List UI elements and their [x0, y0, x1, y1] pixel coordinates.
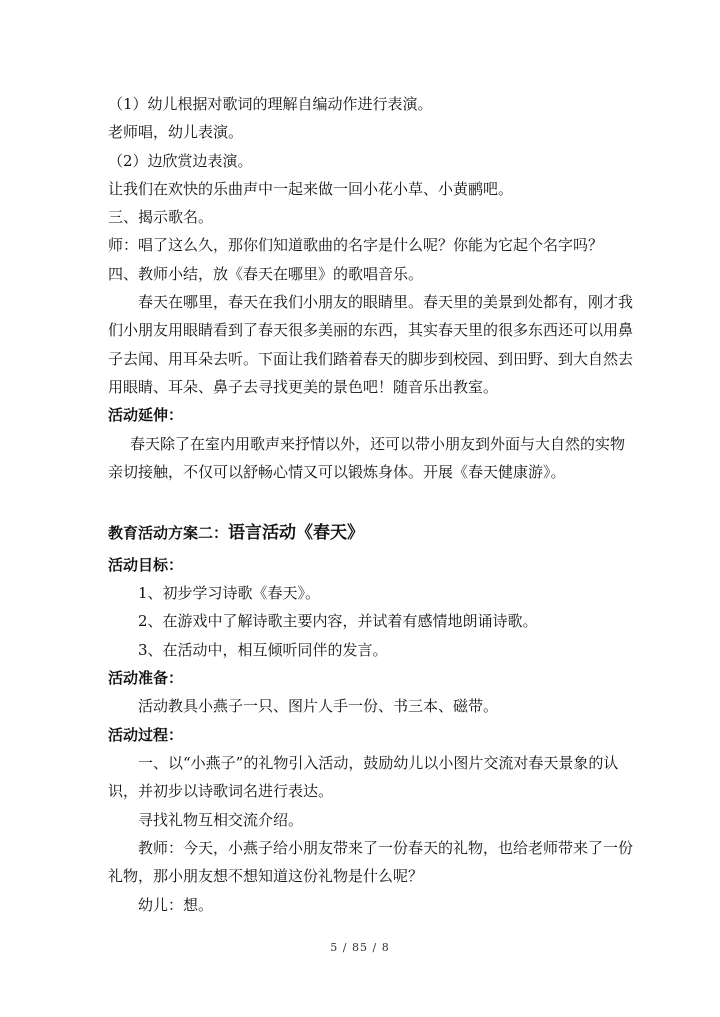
paragraph-line: 子去闻、用耳朵去听。下面让我们踏着春天的脚步到校园、到田野、到大自然去 [108, 350, 634, 368]
section-heading: 活动延伸： [108, 406, 184, 424]
text-line: 师：唱了这么久，那你们知道歌曲的名字是什么呢？你能为它起个名字吗？ [108, 236, 604, 254]
process-line: 一、以“小燕子”的礼物引入活动，鼓励幼儿以小图片交流对春天景象的认 [138, 754, 619, 772]
process-line: 识，并初步以诗歌词名进行表达。 [108, 782, 334, 800]
process-heading: 活动过程： [108, 726, 184, 744]
text-line: 老师唱，幼儿表演。 [108, 123, 244, 141]
page-number: 5 / 85 / 8 [330, 941, 390, 954]
goal-heading: 活动目标： [108, 556, 184, 574]
paragraph-line: 春天在哪里，春天在我们小朋友的眼睛里。春天里的美景到处都有，刚才我 [138, 293, 634, 311]
plan-title [108, 523, 364, 543]
goal-item: 1、初步学习诗歌《春天》。 [138, 584, 321, 602]
paragraph-line: 用眼睛、耳朵、鼻子去寻找更美的景色吧！随音乐出教室。 [108, 378, 499, 396]
paragraph-line: 亲切接触，不仅可以舒畅心情又可以锻炼身体。开展《春天健康游》。 [108, 463, 566, 481]
text-line: 让我们在欢快的乐曲声中一起来做一回小花小草、小黄鹂吧。 [108, 180, 514, 198]
prep-text: 活动教具小燕子一只、图片人手一份、书三本、磁带。 [138, 697, 499, 715]
plan-title-main: 语言活动《春天》 [228, 523, 365, 543]
process-line: 幼儿：想。 [138, 896, 214, 914]
process-line: 礼物，那小朋友想不想知道这份礼物是什么呢？ [108, 867, 424, 885]
text-line: （1）幼儿根据对歌词的理解自编动作进行表演。 [108, 95, 433, 113]
process-line: 教师：今天，小燕子给小朋友带来了一份春天的礼物，也给老师带来了一份 [138, 839, 634, 857]
prep-heading: 活动准备： [108, 669, 184, 687]
goal-item: 2、在游戏中了解诗歌主要内容，并试着有感情地朗诵诗歌。 [138, 612, 538, 630]
paragraph-line: 春天除了在室内用歌声来抒情以外，还可以带小朋友到外面与大自然的实物 [130, 435, 626, 453]
text-line: 三、揭示歌名。 [108, 208, 214, 226]
text-line: 四、教师小结，放《春天在哪里》的歌唱音乐。 [108, 265, 424, 283]
paragraph-line: 们小朋友用眼睛看到了春天很多美丽的东西，其实春天里的很多东西还可以用鼻 [108, 321, 634, 339]
process-line: 寻找礼物互相交流介绍。 [138, 811, 304, 829]
text-line: （2）边欣赏边表演。 [108, 152, 253, 170]
goal-item: 3、在活动中，相互倾听同伴的发言。 [138, 641, 388, 659]
plan-title-prefix: 教育活动方案二： [108, 524, 229, 542]
